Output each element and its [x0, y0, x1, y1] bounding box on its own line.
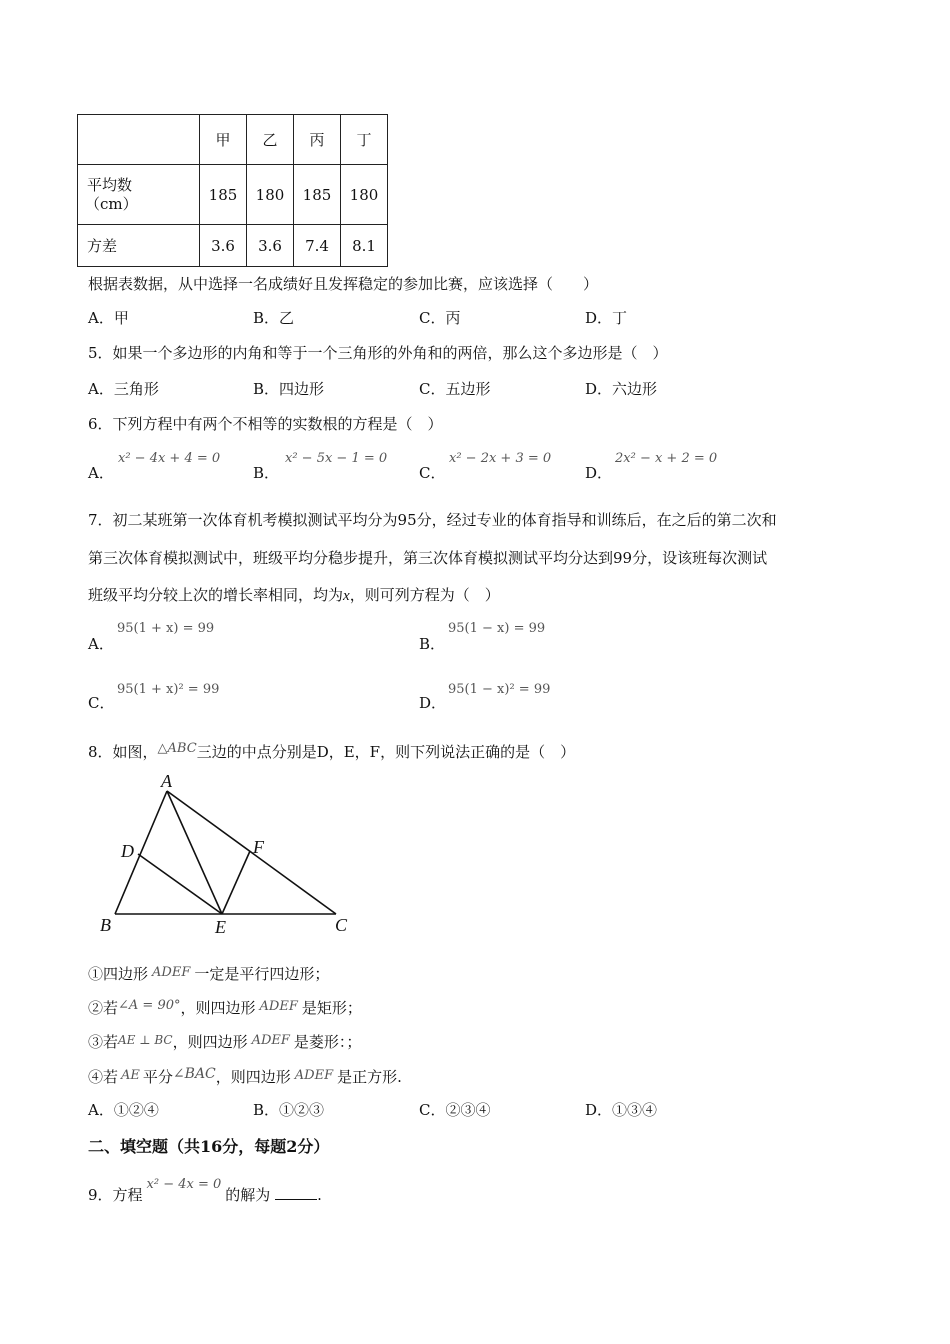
- q7-line3-post: ，则可列方程为（ ）: [349, 586, 500, 604]
- statement-text: 是正方形.: [337, 1068, 402, 1086]
- q9: [88, 1177, 322, 1205]
- statement-text: 是矩形；: [301, 999, 362, 1017]
- q8-option-d: D．①③④: [585, 1101, 658, 1119]
- q5-option-d: D．六边形: [585, 380, 658, 398]
- q7-option-b-math: 95(1 − x) = 99: [448, 621, 546, 636]
- answer-blank[interactable]: [275, 1185, 317, 1200]
- table-header-row: [78, 115, 388, 165]
- q4-option-a: A．甲: [88, 309, 129, 327]
- table-header-cell: 甲: [200, 115, 247, 165]
- q7-option-a-math: 95(1 + x) = 99: [117, 621, 215, 636]
- table-row-label: 方差: [78, 225, 200, 267]
- statement-text: ③若: [88, 1033, 119, 1051]
- q7-option-d-math: 95(1 − x)² = 99: [448, 682, 551, 697]
- statement-text: ④若: [88, 1068, 119, 1086]
- q4-option-c: C．丙: [419, 309, 461, 327]
- q5-option-b: B．四边形: [253, 380, 325, 398]
- statement-text: ①四边形: [88, 965, 149, 983]
- q9-text: 9．方程: [88, 1186, 143, 1204]
- q7-option-c-letter: C．: [88, 694, 115, 712]
- q6-option-b-math: x² − 5x − 1 = 0: [285, 451, 388, 466]
- q7-line3: [88, 584, 500, 605]
- label-f: F: [253, 837, 264, 857]
- q5-option-c: C．五边形: [419, 380, 491, 398]
- table-cell: 3.6: [200, 225, 247, 267]
- section-title: 二、填空题（共16分，每题2分）: [88, 1137, 330, 1156]
- statement-text: 平分: [142, 1068, 173, 1086]
- table-row: [78, 165, 388, 225]
- q6-option-c-letter: C．: [419, 464, 446, 482]
- q6-option-c-math: x² − 2x + 3 = 0: [449, 451, 552, 466]
- q4-option-b: B．乙: [253, 309, 295, 327]
- q7-option-b-letter: B．: [419, 635, 446, 653]
- triangle-figure: [95, 765, 365, 940]
- label-a: A: [161, 771, 172, 791]
- table-header-cell: 乙: [247, 115, 294, 165]
- statement-text: ，则四边形: [215, 1068, 291, 1086]
- statement-math: ADEF: [152, 965, 191, 980]
- q4-stem: 根据表数据，从中选择一名成绩好且发挥稳定的参加比赛，应该选择（ ）: [88, 275, 599, 293]
- table-row-label-line2: （cm）: [85, 194, 138, 213]
- q8-statement-3: [88, 1031, 361, 1052]
- q7-option-a-letter: A．: [88, 635, 114, 653]
- q6-option-d-letter: D．: [585, 464, 613, 482]
- q6-option-a-letter: A．: [88, 464, 114, 482]
- q7-line3-pre: 班级平均分较上次的增长率相同，均为: [88, 586, 344, 604]
- table-cell: 3.6: [247, 225, 294, 267]
- statement-math: ADEF: [251, 1033, 290, 1048]
- table-cell: 7.4: [294, 225, 341, 267]
- q8-stem-math: △ABC: [157, 741, 197, 756]
- table-row: [78, 225, 388, 267]
- statement-math: ADEF: [294, 1068, 334, 1083]
- statement-text: ②若: [88, 999, 119, 1017]
- q7-option-d-letter: D．: [419, 694, 447, 712]
- label-b: B: [100, 915, 111, 935]
- table-cell: 180: [341, 165, 388, 225]
- segment-ef: [222, 851, 250, 914]
- q6-stem: 6．下列方程中有两个不相等的实数根的方程是（ ）: [88, 415, 443, 433]
- segment-ae: [167, 791, 222, 914]
- q7-line1: 7．初二某班第一次体育机考模拟测试平均分为95分，经过专业的体育指导和训练后，在之后的第二次和: [88, 511, 777, 529]
- statement-text: ，则四边形: [172, 1033, 248, 1051]
- q7-line3-var: x: [343, 588, 350, 604]
- q8-stem: [88, 741, 575, 762]
- table-header-cell: 丙: [294, 115, 341, 165]
- q6-option-a-math: x² − 4x + 4 = 0: [118, 451, 221, 466]
- q7-option-c-math: 95(1 + x)² = 99: [117, 682, 220, 697]
- q6-option-b-letter: B．: [253, 464, 280, 482]
- statement-text: ，则四边形: [180, 999, 256, 1017]
- q6-option-d-math: 2x² − x + 2 = 0: [615, 451, 718, 466]
- label-c: C: [335, 915, 348, 935]
- q8-option-a: A．①②④: [88, 1101, 159, 1119]
- table-header-cell: [78, 115, 200, 165]
- q5-stem: 5．如果一个多边形的内角和等于一个三角形的外角和的两倍，那么这个多边形是（ ）: [88, 344, 668, 362]
- q8-statement-1: [88, 963, 329, 984]
- statement-text: 是菱形：；: [293, 1033, 362, 1051]
- table-cell: 8.1: [341, 225, 388, 267]
- q8-stem-pre: 8．如图，: [88, 743, 158, 761]
- statement-math: AE: [121, 1068, 140, 1083]
- statement-math: AE ⊥ BC: [118, 1033, 173, 1047]
- q5-option-a: A．三角形: [88, 380, 159, 398]
- side-ac: [167, 791, 336, 914]
- table-cell: 185: [294, 165, 341, 225]
- q8-stem-post: 三边的中点分别是D，E，F，则下列说法正确的是（ ）: [196, 743, 576, 761]
- q9-math: x² − 4x = 0: [146, 1177, 222, 1192]
- q8-option-c: C．②③④: [419, 1101, 491, 1119]
- q8-option-b: B．①②③: [253, 1101, 325, 1119]
- q8-statement-4: [88, 1066, 402, 1087]
- label-d: D: [121, 841, 134, 861]
- label-e: E: [215, 917, 226, 937]
- q9-text: .: [317, 1186, 322, 1204]
- data-table: [77, 114, 388, 267]
- q9-text: 的解为: [225, 1186, 271, 1204]
- q8-statement-2: [88, 997, 362, 1018]
- statement-math: ∠A = 90°: [118, 998, 181, 1013]
- table-row-label: [78, 165, 200, 225]
- table-cell: 180: [247, 165, 294, 225]
- table-header-cell: 丁: [341, 115, 388, 165]
- q4-option-d: D．丁: [585, 309, 628, 327]
- statement-math: ∠BAC: [172, 1066, 216, 1082]
- table-row-label-line1: 平均数: [87, 175, 133, 194]
- table-cell: 185: [200, 165, 247, 225]
- q7-line2: 第三次体育模拟测试中，班级平均分稳步提升，第三次体育模拟测试平均分达到99分，设该班每次测试: [88, 549, 768, 567]
- statement-math: ADEF: [259, 999, 298, 1014]
- statement-text: 一定是平行四边形；: [194, 965, 330, 983]
